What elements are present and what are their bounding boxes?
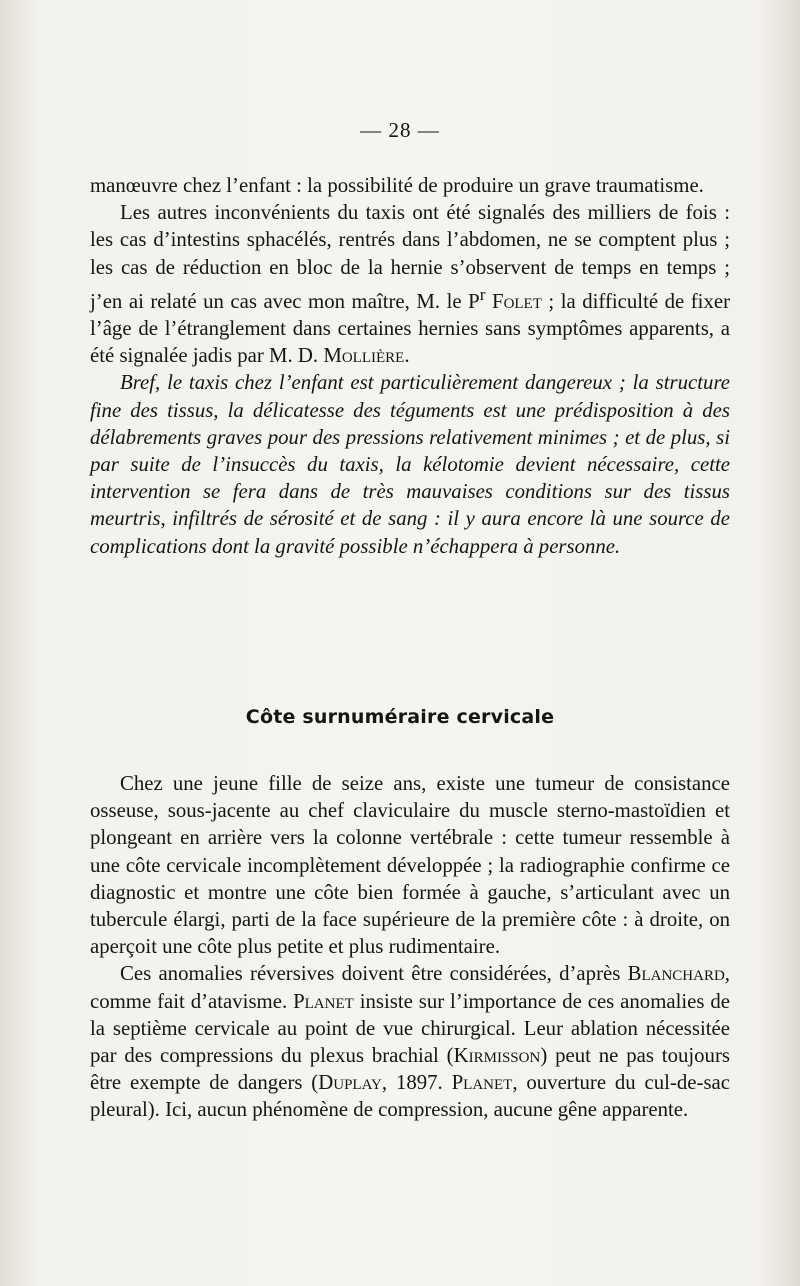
page-number: — 28 — [360,118,440,142]
superscript: r [479,284,486,304]
author-name-planet-2: Planet [451,1071,513,1095]
text-run: . [404,344,410,368]
author-name-duplay: Duplay [318,1071,382,1095]
author-name-planet: Planet [293,989,354,1013]
paragraph-continuation: manœuvre chez l’enfant : la possibilité de produire un grave traumatisme. [90,174,704,197]
author-name-blanchard: Blanchard [627,962,725,986]
text-run: , 1897. [381,1071,452,1095]
text-run: , ouverture du cul-de-sac pleural). Ici, aucun phénomène de compression, aucune gêne apparente. [90,1071,730,1122]
text-run: insiste sur l’importance de ces anomalies de la septième cervicale au point de vue chirurgical. Leur ablation nécessitée par des compressions du plexus brachial ( [90,989,731,1068]
author-name-molliere: Mollière [323,344,405,368]
paragraph-anomalies [90,960,730,1123]
text-run: ; la difficulté de fixer l’âge de l’étranglement dans certaines hernies sans symptômes apparents, a été signalée jadis par M. D. [90,289,730,368]
author-name-folet: Folet [492,289,542,313]
paragraph-case-description: Chez une jeune fille de seize ans, existe une tumeur de consistance osseuse, sous-jacente au chef claviculaire du muscle sterno-mastoïdien et plongeant en arrière vers la colonne vertébrale : cette tumeur ressemble à une côte cervicale incomplètement développée ; la radiographie confirme ce diagnostic et montre une côte bien formée à gauche, s’articulant avec un tubercule élargi, parti de la face supérieure de la première côte : à droite, on aperçoit une côte plus petite et plus rudimentaire. [90,772,730,959]
section-taxis-text [90,172,730,560]
text-run: , comme fait d’atavisme. [90,962,730,1013]
text-run: ) peut ne pas toujours être exempte de dangers ( [90,1044,730,1095]
section-cote-text [90,770,730,1124]
paragraph-bref-italic: Bref, le taxis chez l’enfant est particulièrement dangereux ; la structure fine des tissus, la délicatesse des téguments est une prédisposition à des délabrements graves pour des pressions relativement minimes ; et de plus, si par suite de l’insuccès du taxis, la kélotomie devient nécessaire, cette intervention se fera dans de très mauvaises conditions sur des tissus meurtris, infiltrés de sérosité et de sang : il y aura encore là une source de complications dont la gravité possible n’échappera à personne. [90,371,730,558]
paragraph-inconvenients [90,199,730,369]
text-run: Ces anomalies réversives doivent être considérées, d’après [120,962,628,986]
author-name-kirmisson: Kirmisson [453,1044,541,1068]
text-run: Les autres inconvénients du taxis ont été signalés des milliers de fois : les cas d’intestins sphacélés, rentrés dans l’abdomen, ne se comptent plus ; les cas de réduction en bloc de la hernie s’observent de temps en temps ; j’en ai relaté un cas avec mon maître, M. le P [90,201,730,313]
section-heading: Côte surnuméraire cervicale [245,706,555,728]
